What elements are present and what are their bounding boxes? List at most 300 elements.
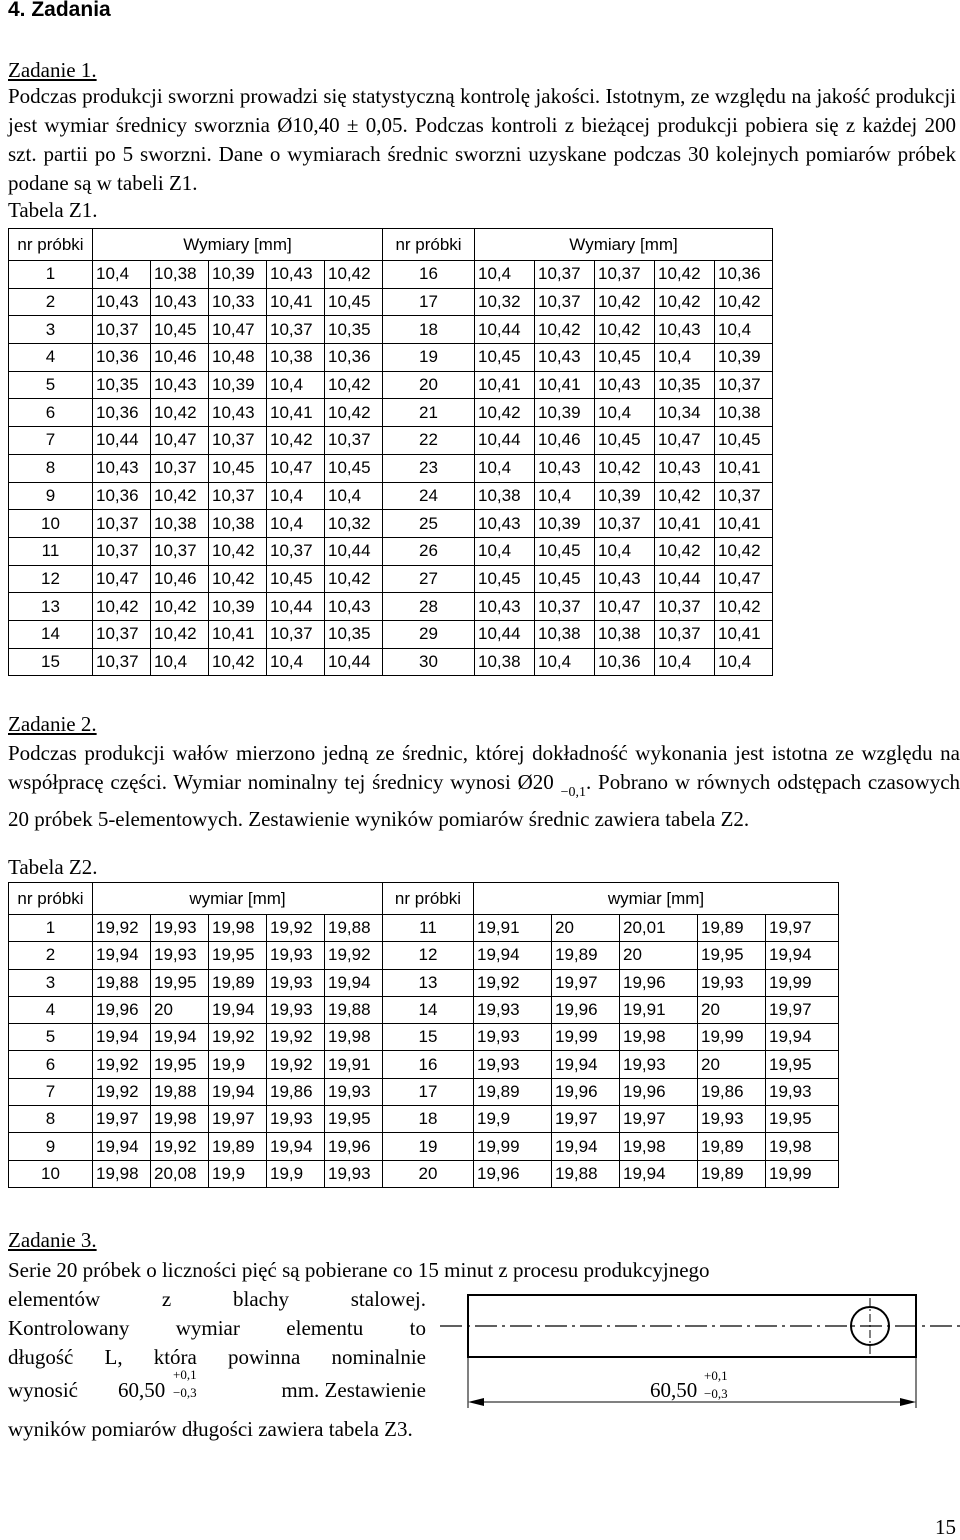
measurement-cell: 10,39 <box>209 371 267 399</box>
measurement-cell: 10,37 <box>93 510 151 538</box>
measurement-cell: 19,92 <box>325 942 383 969</box>
dimension-tol-upper: +0,1 <box>704 1368 728 1383</box>
table-row <box>9 344 773 372</box>
table-row <box>9 969 839 996</box>
measurement-cell: 10,35 <box>93 371 151 399</box>
measurement-cell: 10,36 <box>93 482 151 510</box>
measurement-cell: 19,92 <box>474 969 552 996</box>
measurement-cell: 10,35 <box>325 620 383 648</box>
measurement-cell: 10,41 <box>715 620 773 648</box>
measurement-cell: 19,89 <box>474 1078 552 1105</box>
measurement-cell: 19,98 <box>620 1024 698 1051</box>
sample-number-cell: 17 <box>383 288 475 316</box>
measurement-cell: 10,42 <box>655 288 715 316</box>
measurement-cell: 10,42 <box>715 537 773 565</box>
measurement-cell: 10,4 <box>595 399 655 427</box>
measurement-cell: 20,01 <box>620 915 698 942</box>
measurement-cell: 10,45 <box>595 427 655 455</box>
table-z1-header-values-left: Wymiary [mm] <box>93 229 383 261</box>
measurement-cell: 10,41 <box>715 510 773 538</box>
measurement-cell: 10,35 <box>325 316 383 344</box>
measurement-cell: 10,38 <box>715 399 773 427</box>
measurement-cell: 10,47 <box>715 565 773 593</box>
sample-number-cell: 10 <box>9 510 93 538</box>
measurement-cell: 10,37 <box>267 537 325 565</box>
table-row <box>9 620 773 648</box>
measurement-cell: 10,47 <box>655 427 715 455</box>
table-row <box>9 1051 839 1078</box>
measurement-cell: 10,4 <box>325 482 383 510</box>
measurement-cell: 10,37 <box>93 620 151 648</box>
measurement-cell: 10,42 <box>325 399 383 427</box>
sample-number-cell: 29 <box>383 620 475 648</box>
measurement-cell: 19,99 <box>766 969 839 996</box>
measurement-cell: 10,46 <box>535 427 595 455</box>
measurement-cell: 10,37 <box>93 316 151 344</box>
measurement-cell: 10,37 <box>535 288 595 316</box>
sample-number-cell: 11 <box>383 915 474 942</box>
measurement-cell: 10,35 <box>655 371 715 399</box>
sample-number-cell: 19 <box>383 1133 474 1160</box>
measurement-cell: 19,86 <box>698 1078 766 1105</box>
sample-number-cell: 1 <box>9 261 93 289</box>
table-z1 <box>8 228 773 676</box>
sample-number-cell: 14 <box>383 996 474 1023</box>
table-row <box>9 510 773 538</box>
measurement-cell: 10,37 <box>595 510 655 538</box>
page-number: 15 <box>935 1515 956 1539</box>
measurement-cell: 10,45 <box>325 454 383 482</box>
measurement-cell: 10,37 <box>655 593 715 621</box>
measurement-cell: 19,92 <box>93 1051 151 1078</box>
measurement-cell: 19,94 <box>766 1024 839 1051</box>
measurement-cell: 10,37 <box>93 648 151 676</box>
measurement-cell: 10,45 <box>715 427 773 455</box>
measurement-cell: 10,42 <box>535 316 595 344</box>
sample-number-cell: 16 <box>383 1051 474 1078</box>
task2-paragraph-part1: Podczas produkcji wałów mierzono jedną ze średnic, której dokładność wykonania jest istotna ze względu na współpracę części. Wymiar nominalny tej średnicy wynosi Ø20 <box>8 741 960 794</box>
measurement-cell: 10,37 <box>715 371 773 399</box>
measurement-cell: 10,37 <box>151 454 209 482</box>
measurement-cell: 10,43 <box>325 593 383 621</box>
task3-tol-upper: +0,1 <box>173 1367 197 1382</box>
sample-number-cell: 25 <box>383 510 475 538</box>
measurement-cell: 19,95 <box>325 1106 383 1133</box>
measurement-cell: 10,43 <box>655 316 715 344</box>
measurement-cell: 19,98 <box>209 915 267 942</box>
sample-number-cell: 23 <box>383 454 475 482</box>
measurement-cell: 10,42 <box>151 399 209 427</box>
measurement-cell: 10,39 <box>209 261 267 289</box>
sample-number-cell: 7 <box>9 427 93 455</box>
sample-number-cell: 6 <box>9 1051 93 1078</box>
measurement-cell: 10,42 <box>655 482 715 510</box>
table-row <box>9 371 773 399</box>
table-row <box>9 537 773 565</box>
measurement-cell: 19,93 <box>325 1078 383 1105</box>
measurement-cell: 10,36 <box>595 648 655 676</box>
measurement-cell: 20 <box>698 996 766 1023</box>
sample-number-cell: 21 <box>383 399 475 427</box>
measurement-cell: 19,89 <box>698 1133 766 1160</box>
measurement-cell: 10,44 <box>475 316 535 344</box>
sample-number-cell: 9 <box>9 482 93 510</box>
measurement-cell: 19,92 <box>93 915 151 942</box>
measurement-cell: 19,93 <box>325 1160 383 1187</box>
table-row <box>9 565 773 593</box>
measurement-cell: 19,93 <box>474 1024 552 1051</box>
measurement-cell: 10,44 <box>267 593 325 621</box>
sample-number-cell: 4 <box>9 344 93 372</box>
sample-number-cell: 5 <box>9 1024 93 1051</box>
arrow-right <box>900 1398 916 1406</box>
measurement-cell: 10,42 <box>325 261 383 289</box>
measurement-cell: 10,47 <box>93 565 151 593</box>
task3-line1: Serie 20 próbek o liczności pięć są pobierane co 15 minut z procesu produkcyjnego <box>8 1258 710 1282</box>
measurement-cell: 19,94 <box>766 942 839 969</box>
sample-number-cell: 3 <box>9 969 93 996</box>
measurement-cell: 19,94 <box>93 942 151 969</box>
measurement-cell: 19,97 <box>766 915 839 942</box>
measurement-cell: 10,47 <box>209 316 267 344</box>
measurement-cell: 10,43 <box>267 261 325 289</box>
measurement-cell: 19,97 <box>209 1106 267 1133</box>
measurement-cell: 19,99 <box>552 1024 620 1051</box>
measurement-cell: 10,37 <box>535 593 595 621</box>
dimension-tol-lower: −0,3 <box>704 1386 728 1401</box>
measurement-cell: 19,95 <box>151 1051 209 1078</box>
measurement-cell: 10,37 <box>535 261 595 289</box>
measurement-cell: 19,89 <box>209 969 267 996</box>
measurement-cell: 10,33 <box>209 288 267 316</box>
measurement-cell: 19,95 <box>766 1051 839 1078</box>
measurement-cell: 10,38 <box>209 510 267 538</box>
measurement-cell: 10,39 <box>715 344 773 372</box>
measurement-cell: 10,4 <box>535 482 595 510</box>
measurement-cell: 10,45 <box>267 565 325 593</box>
measurement-cell: 10,4 <box>715 316 773 344</box>
measurement-cell: 10,4 <box>93 261 151 289</box>
measurement-cell: 19,92 <box>267 915 325 942</box>
measurement-cell: 20 <box>552 915 620 942</box>
measurement-cell: 19,92 <box>267 1051 325 1078</box>
measurement-cell: 10,42 <box>209 537 267 565</box>
measurement-cell: 10,45 <box>535 565 595 593</box>
measurement-cell: 19,96 <box>552 1078 620 1105</box>
sample-number-cell: 14 <box>9 620 93 648</box>
sample-number-cell: 28 <box>383 593 475 621</box>
measurement-cell: 10,4 <box>267 510 325 538</box>
table-z2-header-sample-right: nr próbki <box>383 883 474 915</box>
task1-heading: Zadanie 1. <box>8 58 97 82</box>
measurement-cell: 10,41 <box>267 288 325 316</box>
task2-paragraph <box>8 739 960 834</box>
sample-number-cell: 19 <box>383 344 475 372</box>
measurement-cell: 19,97 <box>552 969 620 996</box>
sample-number-cell: 26 <box>383 537 475 565</box>
measurement-cell: 10,42 <box>93 593 151 621</box>
measurement-cell: 20 <box>620 942 698 969</box>
measurement-cell: 19,94 <box>620 1160 698 1187</box>
measurement-cell: 10,4 <box>475 261 535 289</box>
measurement-cell: 10,36 <box>93 344 151 372</box>
measurement-cell: 10,38 <box>535 620 595 648</box>
part-drawing <box>440 1290 960 1420</box>
measurement-cell: 19,98 <box>151 1106 209 1133</box>
measurement-cell: 10,42 <box>209 565 267 593</box>
measurement-cell: 10,41 <box>209 620 267 648</box>
measurement-cell: 10,42 <box>595 288 655 316</box>
measurement-cell: 10,42 <box>655 261 715 289</box>
measurement-cell: 10,37 <box>715 482 773 510</box>
sample-number-cell: 8 <box>9 1106 93 1133</box>
measurement-cell: 10,42 <box>151 593 209 621</box>
table-row <box>9 1160 839 1187</box>
measurement-cell: 19,88 <box>151 1078 209 1105</box>
measurement-cell: 10,42 <box>655 537 715 565</box>
measurement-cell: 10,39 <box>209 593 267 621</box>
measurement-cell: 19,99 <box>698 1024 766 1051</box>
measurement-cell: 10,43 <box>151 371 209 399</box>
table-row <box>9 1106 839 1133</box>
table-row <box>9 648 773 676</box>
measurement-cell: 10,42 <box>595 454 655 482</box>
measurement-cell: 19,97 <box>552 1106 620 1133</box>
measurement-cell: 19,97 <box>766 996 839 1023</box>
measurement-cell: 10,41 <box>535 371 595 399</box>
measurement-cell: 19,88 <box>552 1160 620 1187</box>
measurement-cell: 19,89 <box>698 1160 766 1187</box>
measurement-cell: 10,44 <box>475 620 535 648</box>
measurement-cell: 10,37 <box>267 620 325 648</box>
measurement-cell: 19,96 <box>552 996 620 1023</box>
table-z2-header-values-right: wymiar [mm] <box>474 883 839 915</box>
measurement-cell: 19,91 <box>325 1051 383 1078</box>
sample-number-cell: 18 <box>383 316 475 344</box>
measurement-cell: 10,37 <box>655 620 715 648</box>
measurement-cell: 10,38 <box>151 261 209 289</box>
measurement-cell: 19,94 <box>474 942 552 969</box>
measurement-cell: 10,47 <box>595 593 655 621</box>
measurement-cell: 10,4 <box>535 648 595 676</box>
measurement-cell: 10,38 <box>267 344 325 372</box>
table-row <box>9 399 773 427</box>
table-row <box>9 288 773 316</box>
sample-number-cell: 20 <box>383 1160 474 1187</box>
measurement-cell: 10,42 <box>475 399 535 427</box>
measurement-cell: 19,88 <box>325 996 383 1023</box>
measurement-cell: 10,43 <box>151 288 209 316</box>
measurement-cell: 10,46 <box>151 344 209 372</box>
measurement-cell: 10,45 <box>475 565 535 593</box>
sample-number-cell: 15 <box>383 1024 474 1051</box>
measurement-cell: 19,88 <box>93 969 151 996</box>
measurement-cell: 19,94 <box>151 1024 209 1051</box>
task3-line4: długość L, która powinna nominalnie <box>8 1345 426 1369</box>
measurement-cell: 19,93 <box>766 1078 839 1105</box>
sample-number-cell: 7 <box>9 1078 93 1105</box>
measurement-cell: 19,89 <box>209 1133 267 1160</box>
measurement-cell: 10,4 <box>475 454 535 482</box>
measurement-cell: 19,9 <box>209 1160 267 1187</box>
sample-number-cell: 17 <box>383 1078 474 1105</box>
measurement-cell: 10,37 <box>209 482 267 510</box>
measurement-cell: 19,93 <box>474 1051 552 1078</box>
measurement-cell: 19,95 <box>766 1106 839 1133</box>
measurement-cell: 19,88 <box>325 915 383 942</box>
measurement-cell: 19,94 <box>267 1133 325 1160</box>
task3-line5 <box>8 1367 426 1408</box>
table-z2-body <box>9 915 839 1188</box>
measurement-cell: 10,38 <box>595 620 655 648</box>
measurement-cell: 19,98 <box>766 1133 839 1160</box>
measurement-cell: 10,4 <box>267 648 325 676</box>
task3-line5-b: mm. Zestawienie <box>281 1378 426 1402</box>
task1-table-caption: Tabela Z1. <box>8 198 98 222</box>
sample-number-cell: 11 <box>9 537 93 565</box>
measurement-cell: 10,37 <box>267 316 325 344</box>
measurement-cell: 10,45 <box>475 344 535 372</box>
table-row <box>9 1024 839 1051</box>
measurement-cell: 10,41 <box>715 454 773 482</box>
measurement-cell: 10,37 <box>93 537 151 565</box>
measurement-cell: 19,93 <box>151 942 209 969</box>
measurement-cell: 10,4 <box>595 537 655 565</box>
measurement-cell: 19,96 <box>620 969 698 996</box>
measurement-cell: 19,93 <box>698 1106 766 1133</box>
measurement-cell: 10,4 <box>715 648 773 676</box>
measurement-cell: 10,41 <box>475 371 535 399</box>
measurement-cell: 19,9 <box>474 1106 552 1133</box>
measurement-cell: 10,45 <box>595 344 655 372</box>
table-row <box>9 996 839 1023</box>
measurement-cell: 19,99 <box>766 1160 839 1187</box>
measurement-cell: 19,92 <box>151 1133 209 1160</box>
measurement-cell: 19,98 <box>620 1133 698 1160</box>
measurement-cell: 10,43 <box>475 593 535 621</box>
measurement-cell: 19,9 <box>267 1160 325 1187</box>
table-z1-header-sample-left: nr próbki <box>9 229 93 261</box>
measurement-cell: 10,47 <box>151 427 209 455</box>
measurement-cell: 19,96 <box>620 1078 698 1105</box>
measurement-cell: 19,92 <box>209 1024 267 1051</box>
table-z1-body <box>9 261 773 676</box>
table-row <box>9 1133 839 1160</box>
measurement-cell: 19,97 <box>620 1106 698 1133</box>
table-row <box>9 1078 839 1105</box>
measurement-cell: 10,46 <box>151 565 209 593</box>
task3-nominal: 60,50 <box>118 1378 166 1402</box>
measurement-cell: 10,45 <box>151 316 209 344</box>
measurement-cell: 10,43 <box>93 288 151 316</box>
sample-number-cell: 15 <box>9 648 93 676</box>
measurement-cell: 10,44 <box>325 537 383 565</box>
measurement-cell: 10,4 <box>151 648 209 676</box>
sample-number-cell: 2 <box>9 288 93 316</box>
measurement-cell: 19,91 <box>474 915 552 942</box>
measurement-cell: 10,43 <box>475 510 535 538</box>
measurement-cell: 10,4 <box>267 371 325 399</box>
table-row <box>9 482 773 510</box>
task2-tolerance: −0,1 <box>560 785 586 801</box>
measurement-cell: 10,44 <box>655 565 715 593</box>
sample-number-cell: 8 <box>9 454 93 482</box>
measurement-cell: 19,99 <box>474 1133 552 1160</box>
table-row <box>9 261 773 289</box>
measurement-cell: 20 <box>151 996 209 1023</box>
measurement-cell: 10,42 <box>715 288 773 316</box>
table-row <box>9 316 773 344</box>
dimension-nominal: 60,50 <box>650 1378 698 1402</box>
table-z1-header-values-right: Wymiary [mm] <box>475 229 773 261</box>
table-row <box>9 427 773 455</box>
measurement-cell: 10,44 <box>93 427 151 455</box>
task2-table-caption: Tabela Z2. <box>8 855 98 879</box>
measurement-cell: 19,96 <box>325 1133 383 1160</box>
sample-number-cell: 24 <box>383 482 475 510</box>
measurement-cell: 10,39 <box>535 510 595 538</box>
measurement-cell: 10,42 <box>325 371 383 399</box>
measurement-cell: 19,89 <box>698 915 766 942</box>
measurement-cell: 10,4 <box>475 537 535 565</box>
measurement-cell: 10,39 <box>535 399 595 427</box>
measurement-cell: 19,93 <box>620 1051 698 1078</box>
measurement-cell: 10,45 <box>535 537 595 565</box>
measurement-cell: 10,37 <box>595 261 655 289</box>
task3-heading: Zadanie 3. <box>8 1228 97 1252</box>
task1-paragraph: Podczas produkcji sworzni prowadzi się statystyczną kontrolę jakości. Istotnym, ze względu na jakość produkcji jest wymiar średnicy sworznia Ø10,40 ± 0,05. Podczas kontroli z bieżącej produkcji pobiera się z każdej 200 szt. partii po 5 sworzni. Dane o wymiarach średnic sworzni uzyskane podczas 30 kolejnych pomiarów próbek podane są w tabeli Z1. <box>8 84 956 195</box>
measurement-cell: 19,94 <box>209 1078 267 1105</box>
sample-number-cell: 13 <box>9 593 93 621</box>
measurement-cell: 19,95 <box>698 942 766 969</box>
sample-number-cell: 13 <box>383 969 474 996</box>
sample-number-cell: 12 <box>383 942 474 969</box>
table-z1-header-sample-right: nr próbki <box>383 229 475 261</box>
table-row <box>9 942 839 969</box>
measurement-cell: 10,41 <box>267 399 325 427</box>
measurement-cell: 10,37 <box>151 537 209 565</box>
measurement-cell: 19,98 <box>93 1160 151 1187</box>
measurement-cell: 19,94 <box>552 1051 620 1078</box>
task2-paragraph-part2: . Pobrano w równych odstępach czasowych 20 próbek 5-elementowych. Zestawienie wyników pomiarów średnic zawiera tabela Z2. <box>8 770 960 832</box>
measurement-cell: 19,93 <box>267 942 325 969</box>
section-title: 4. Zadania <box>8 0 111 21</box>
measurement-cell: 10,43 <box>595 565 655 593</box>
measurement-cell: 10,4 <box>267 482 325 510</box>
measurement-cell: 19,94 <box>93 1133 151 1160</box>
measurement-cell: 19,94 <box>552 1133 620 1160</box>
measurement-cell: 20 <box>698 1051 766 1078</box>
measurement-cell: 10,38 <box>475 482 535 510</box>
table-row <box>9 593 773 621</box>
sample-number-cell: 12 <box>9 565 93 593</box>
measurement-cell: 10,45 <box>209 454 267 482</box>
measurement-cell: 10,36 <box>325 344 383 372</box>
measurement-cell: 19,94 <box>93 1024 151 1051</box>
measurement-cell: 10,44 <box>325 648 383 676</box>
task3-tol-lower: −0,3 <box>173 1385 197 1400</box>
measurement-cell: 19,92 <box>93 1078 151 1105</box>
measurement-cell: 19,91 <box>620 996 698 1023</box>
measurement-cell: 10,38 <box>475 648 535 676</box>
arrow-left <box>468 1398 484 1406</box>
measurement-cell: 10,42 <box>325 565 383 593</box>
measurement-cell: 10,43 <box>535 344 595 372</box>
sample-number-cell: 18 <box>383 1106 474 1133</box>
measurement-cell: 10,4 <box>655 344 715 372</box>
measurement-cell: 19,92 <box>267 1024 325 1051</box>
measurement-cell: 10,41 <box>655 510 715 538</box>
